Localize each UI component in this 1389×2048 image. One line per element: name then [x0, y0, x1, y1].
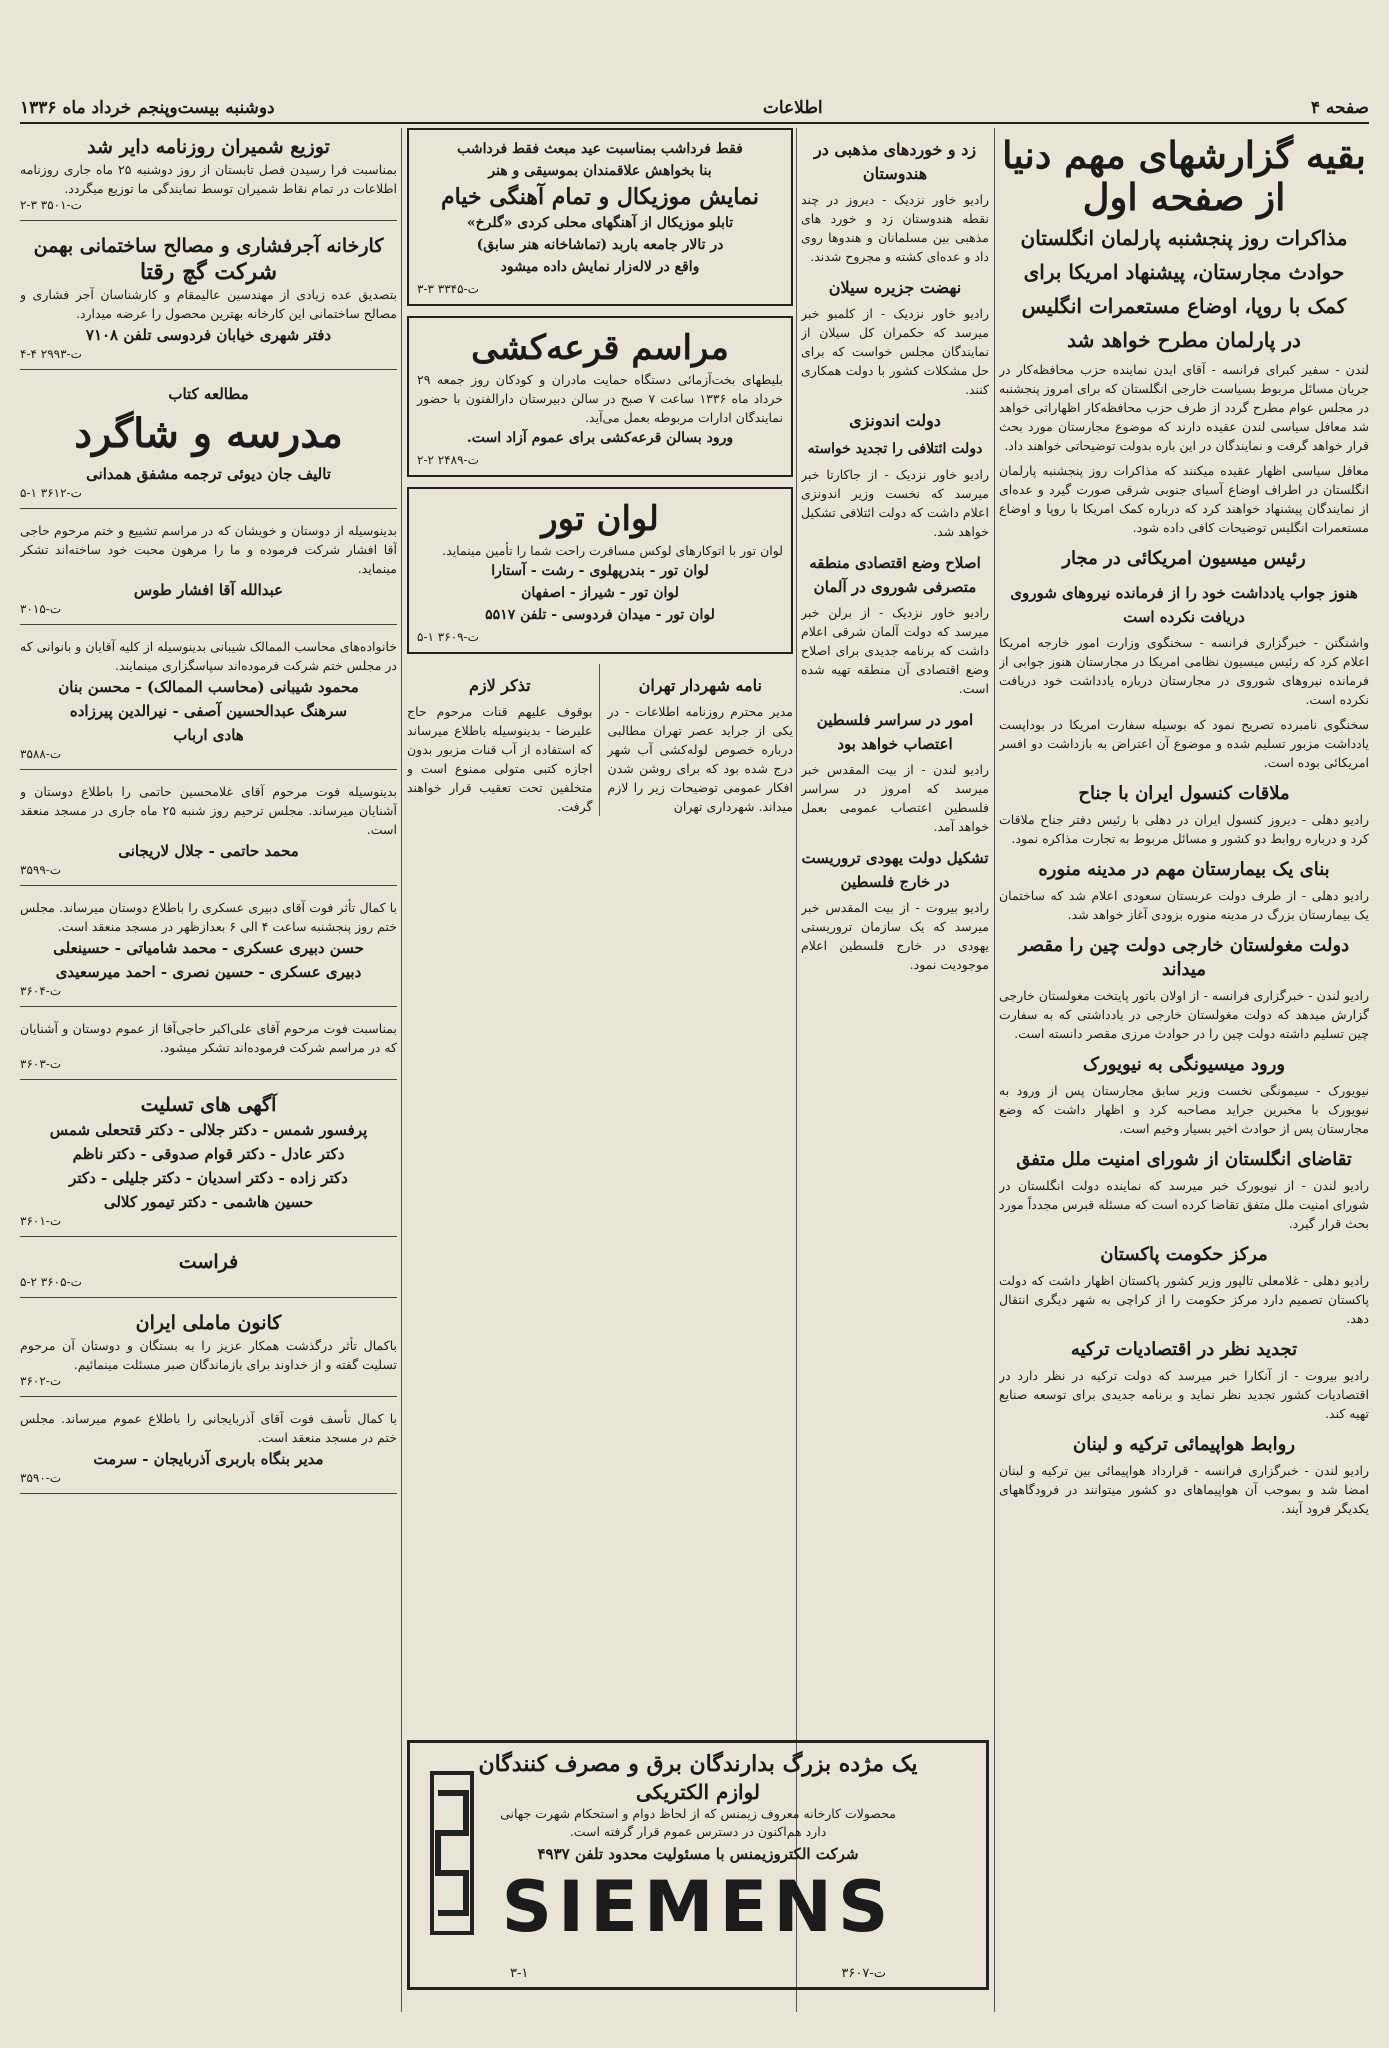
notice-names: هادی ارباب	[173, 726, 244, 744]
ad-line: فقط فرداشب بمناسبت عید مبعث فقط فرداشب	[457, 141, 743, 157]
date-line: دوشنبه بیست‌وپنجم خرداد ماه ۱۳۳۶	[20, 98, 275, 118]
article-heading: مرکز حکومت پاکستان	[1100, 1244, 1268, 1265]
ad-text: بلیطهای بخت‌آزمائی دستگاه حمایت مادران و کودکان روز جمعه ۲۹ خرداد ماه ۱۳۳۶ ساعت ۷ صبح در سالن دبیرستان دارالفنون با حضور نمایندگان ادارات مربوطه بعمل می‌آید.	[417, 372, 783, 425]
notice-text: با کمال تأثر فوت آقای دبیری عسکری را باطلاع دوستان میرساند. مجلس ختم روز پنجشنبه ساعت ۴ الی ۶ بعدازظهر در مسجد منعقد است.	[20, 900, 397, 934]
paper-name: اطلاعات	[762, 98, 823, 118]
ad-company: شرکت الکتروزیمنس با مسئولیت محدود تلفن ۴۹۳۷	[537, 1845, 859, 1863]
article-heading: دولت اندونزی	[849, 411, 941, 430]
notice-names: پرفسور شمس - دکتر جلالی - دکتر قتحعلی شمس	[49, 1121, 368, 1139]
notice-text: باکمال تأثر درگذشت همکار عزیز را به بستگان و دوستان آن مرحوم تسلیت گفته و از خداوند برای بازماندگان صبر مسئلت مینمائیم.	[20, 1338, 397, 1372]
ad-ref: ت-۳۶۰۷	[841, 1966, 886, 1981]
notice-block	[20, 128, 397, 221]
notice-ref: ت-۳۶۰۴	[20, 984, 62, 998]
banner-headline: بقیه گزارشهای مهم دنیا از صفحه اول	[1002, 133, 1366, 219]
notice-names: حسین هاشمی - دکتر تیمور کلالی	[103, 1193, 314, 1211]
notice-signature: مدیر بنگاه باربری آذربایجان - سرمت	[93, 1450, 324, 1468]
notice-title: کانون ماملی ایران	[135, 1312, 282, 1334]
siemens-logo-icon	[424, 1763, 480, 1943]
notice-block	[20, 1403, 397, 1494]
world-news-column	[999, 128, 1369, 2012]
music-show-ad	[407, 128, 793, 306]
notice-text: بمناسبت فوت مرحوم آقای علی‌اکبر حاجی‌آقا از عموم دوستان و آشنایان که در مراسم شرکت فرموده‌اند تشکر میشود.	[20, 1021, 397, 1055]
ad-line: تابلو موزیکال از آهنگهای محلی کردی «گلرخ»	[466, 215, 734, 231]
notice-signature: عبدالله آقا افشار طوس	[133, 581, 284, 599]
notice-text: بمناسبت فرا رسیدن فصل تابستان از روز دوشنبه ۲۵ ماه جاری روزنامه اطلاعات در تمام نقاط شمیران توسط نمایندگی ما توزیع میگردد.	[20, 162, 397, 196]
article-heading: زد و خوردهای مذهبی در هندوستان	[813, 140, 977, 183]
ad-subheadline: لوازم الکتریکی	[635, 1780, 761, 1804]
article-heading: روابط هواپیمائی ترکیه و لبنان	[1072, 1434, 1296, 1455]
notice-text: بدینوسیله از دوستان و خویشان که در مراسم تشییع و ختم مرحوم حاجی آقا افشار شرکت فرموده و ما را مرهون محبت خود ساخته‌اند تشکر مینماید.	[20, 523, 397, 576]
ad-line: در تالار جامعه باربد (تماشاخانه هنر سابق)	[476, 237, 724, 253]
notice-block	[20, 892, 397, 1007]
notice-names: دکتر زاده - دکتر اسدیان - دکتر جلیلی - دکتر	[69, 1169, 348, 1187]
article-paragraph: رادیو خاور نزدیک - از کلمبو خبر میرسد که حکمران کل سیلان از نمایندگان مجلس خواست که برای حل مشکلات کشور با دولت همکاری کنند.	[801, 306, 989, 397]
article-heading: نامه شهردار تهران	[638, 676, 762, 695]
notice-ref: ت-۳۶۰۲	[20, 1374, 62, 1388]
article-paragraph: رادیو دهلی - غلامعلی تالپور وزیر کشور پاکستان اظهار داشت که دولت پاکستان تصمیم دارد مرکز حکومت را از کراچی به شهر دیگری انتقال دهد.	[999, 1273, 1369, 1326]
article-paragraph: رادیو لندن - خبرگزاری فرانسه - از اولان باتور پایتخت مغولستان خارجی گزارش میدهد که دولت مغولستان خارجی در یادداشتی که به سفارت چین تسلیم داشته دولت چین را در حوادث مرزی مقصر دانسته است.	[999, 988, 1369, 1041]
notice-ref: ت-۳۵۹۹	[20, 863, 62, 877]
article-heading: تقاضای انگلستان از شورای امنیت ملل متفق	[1016, 1149, 1352, 1170]
notice-title: آگهی های تسلیت	[140, 1094, 277, 1116]
notice-ref: ۲-۳ ت-۳۵۰۱	[20, 198, 82, 212]
article-subheading: هنوز جواب یادداشت خود را از فرمانده نیروهای شوروی دریافت نکرده است	[1010, 584, 1358, 626]
ad-line: لوان تور - بندرپهلوی - رشت - آستارا	[491, 563, 709, 579]
article-paragraph: رادیو خاور نزدیک - از برلن خبر میرسد که دولت آلمان شرقی اعلام داشت که برنامه جدیدی برای اصلاح وضع اقتصادی آن منطقه تهیه شده است.	[801, 605, 989, 696]
notice-block	[20, 1013, 397, 1080]
article-subheading: دولت ائتلافی را تجدید خواسته	[807, 441, 983, 457]
column-rule	[994, 128, 995, 2012]
article-paragraph: سخنگوی نامبرده تصریح نمود که بوسیله سفارت امریکا در بوداپست یادداشت مزبور تسلیم شده و موضوع آن اعتراض به بازداشت دو افسر امریکائی بوده است.	[999, 717, 1369, 770]
bus-company-ad	[407, 487, 793, 654]
article-heading: تشکیل دولت یهودی تروریست در خارج فلسطین	[801, 849, 989, 891]
article-paragraph: رادیو لندن - از بیت المقدس خبر میرسد که امروز در سراسر فلسطین اعتصاب عمومی بعمل خواهد آمد.	[801, 762, 989, 834]
ad-line: ورود بسالن قرعه‌کشی برای عموم آزاد است.	[466, 430, 734, 446]
short-news-column	[801, 128, 989, 2012]
notice-text: با کمال تأسف فوت آقای آذربایجانی را باطلاع عموم میرساند. مجلس ختم در مسجد منعقد است.	[20, 1411, 397, 1445]
ad-headline: نمایش موزیکال و تمام آهنگی خیام	[441, 184, 759, 210]
article-paragraph: مدیر محترم روزنامه اطلاعات - در یکی از جراید عصر تهران مطالبی درباره خصوص لوله‌کشی آب شهر درج شده بود که برای روشن شدن افکار عمومی توضیحات زیر را لازم میداند. شهرداری تهران	[607, 704, 793, 814]
ad-text: محصولات کارخانه معروف زیمنس که از لحاظ دوام و استحکام شهرت جهانی دارد هم‌اکنون در دسترس عموم قرار گرفته است.	[500, 1806, 896, 1839]
ad-line: واقع در لاله‌زار نمایش داده میشود	[500, 259, 700, 275]
ad-ref: ۳-۳ ت-۳۳۴۵	[417, 282, 479, 296]
notice-ref: ت-۳۶۰۳	[20, 1057, 62, 1071]
notice-block	[20, 631, 397, 770]
article-paragraph: واشنگتن - خبرگزاری فرانسه - سخنگوی وزارت امور خارجه امریکا اعلام کرد که رئیس میسیون نظامی امریکا در مجارستان هنوز جوابی از فرمانده نیروهای شوروی در مجارستان درباره یادداشت خود دریافت نکرده است.	[999, 635, 1369, 707]
article-paragraph: رادیو بیروت - از آنکارا خبر میرسد که دولت ترکیه در نظر دارد در اقتصادیات کشور تجدید نظر نماید و برنامه جدیدی برای توسعه صنایع تهیه کند.	[999, 1368, 1369, 1421]
article-heading: امور در سراسر فلسطین اعتصاب خواهد بود	[816, 711, 974, 753]
column-rule	[401, 128, 402, 2012]
subheadline: کمک با روپا، اوضاع مستعمرات انگلیس	[1021, 294, 1347, 318]
notice-title: توزیع شمیران روزنامه دایر شد	[87, 136, 330, 158]
notice-ref: ت-۳۶۰۱	[20, 1214, 62, 1228]
article-paragraph: نیویورک - سیمونگی نخست وزیر سابق مجارستان پس از ورود به نیویورک با مخبرین جراید مصاحبه کرد و اظهار داشت که وضع مجارستان پس از حوادث اخیر بسیار وخیم است.	[999, 1083, 1369, 1136]
ad-line: لوان تور - میدان فردوسی - تلفن ۵۵۱۷	[485, 607, 715, 623]
notice-names: دکتر عادل - دکتر قوام صدوقی - دکتر ناظم	[72, 1145, 345, 1163]
book-author: تالیف جان دیوئی ترجمه مشفق همدانی	[86, 465, 331, 483]
article-heading: نهضت جزیره سیلان	[828, 278, 962, 297]
article-paragraph: رادیو خاور نزدیک - از جاکارتا خبر میرسد که نخست وزیر اندونزی اعلام داشت که دولت ائتلافی تشکیل خواهد شد.	[801, 467, 989, 539]
notice-names: دبیری عسکری - حسین نصری - احمد میرسعیدی	[55, 963, 362, 981]
article-paragraph: رادیو دهلی - از طرف دولت عربستان سعودی اعلام شد که ساختمان یک بیمارستان بزرگ در مدینه منوره بزودی آغاز خواهد شد.	[999, 888, 1369, 922]
qanat-notice	[407, 664, 600, 816]
notices-column	[20, 128, 397, 2012]
notice-block	[20, 227, 397, 370]
article-paragraph: بوقوف علیهم قنات مرحوم حاج علیرضا - بدینوسیله باطلاع میرساند که استفاده از آب قنات مزبور بدون اجازه کتبی متولی ممنوع است و متخلفین تحت تعقیب قرار خواهند گرفت.	[407, 704, 593, 814]
article-paragraph: رادیو لندن - خبرگزاری فرانسه - قرارداد هواپیمائی بین ترکیه و لبنان امضا شد و بموجب آن هواپیماهای دو کشور میتوانند در فرودگاههای یکدیگر فرود آیند.	[999, 1463, 1369, 1516]
article-heading: ورود میسیونگی به نیویورک	[1082, 1054, 1286, 1075]
notice-block	[20, 1304, 397, 1397]
ads-column	[407, 128, 793, 1728]
subheadline: حوادث مجارستان، پیشنهاد امریکا برای	[1023, 260, 1345, 284]
notice-title: کارخانه آجرفشاری و مصالح ساختمانی بهمن	[33, 235, 384, 257]
ad-line: بنا بخواهش علاقمندان بموسیقی و هنر	[488, 163, 712, 179]
subheadline: مذاکرات روز پنجشنبه پارلمان انگلستان	[1020, 226, 1348, 250]
notice-address: دفتر شهری خیابان فردوسی تلفن ۷۱۰۸	[85, 326, 332, 344]
book-title: مدرسه و شاگرد	[74, 410, 343, 457]
brand-wordmark: SIEMENS	[501, 1866, 895, 1948]
notices-row	[407, 664, 793, 816]
ad-headline: لوان تور	[541, 499, 659, 539]
article-heading: بنای یک بیمارستان مهم در مدینه منوره	[1038, 859, 1330, 880]
page-label: صفحه ۴	[1310, 98, 1369, 118]
notice-text: بتصدیق عده زیادی از مهندسین عالیمقام و کارشناسان آجر فشاری و مصالح ساختمانی این کارخانه بهترین محصول را عرضه میدارد.	[20, 287, 397, 321]
notice-text: بدینوسیله فوت مرحوم آقای غلامحسین حاتمی را باطلاع دوستان و آشنایان میرساند. مجلس ترحیم روز شنبه ۲۵ ماه جاری در مسجد منعقد است.	[20, 784, 397, 837]
notice-block	[20, 776, 397, 886]
notice-label: مطالعه کتاب	[168, 385, 249, 403]
ad-ref: ۵-۱ ت-۳۶۰۹	[417, 630, 479, 644]
notice-ref: ۵-۲ ت-۳۶۰۵	[20, 1275, 82, 1289]
article-heading: دولت مغولستان خارجی دولت چین را مقصر میداند	[1018, 935, 1350, 980]
notice-names: سرهنگ عبدالحسین آصفی - نیرالدین پیرزاده	[69, 702, 348, 720]
notice-block	[20, 376, 397, 509]
lottery-ad	[407, 316, 793, 477]
article-paragraph: لندن - سفیر کبرای فرانسه - آقای ایدن نماینده حزب محافظه‌کار در جریان مسائل مربوط بسیاست خارجی انگلستان که برای امروز پنجشنبه در مجلس عوام مطرح گردد از طرف حزب محافظه‌کار اظهاراتی خواهد شد معافل سیاسی لندن عقیده دارند که موضوع مجارستان مورد بحث قرار خواهد گرفت و نمایندگان در این باره بدولت توضیحاتی خواهند داد.	[999, 362, 1369, 453]
notice-names: محمد حاتمی - جلال لاریجانی	[118, 842, 299, 860]
article-heading: اصلاح وضع اقتصادی منطقه متصرفی شوروی در آلمان	[809, 554, 981, 596]
article-heading: تجدید نظر در اقتصادیات ترکیه	[1070, 1339, 1298, 1360]
notice-ref: ت-۳۰۱۵	[20, 602, 62, 616]
ad-headline: مراسم قرعه‌کشی	[471, 328, 729, 368]
mayor-letter	[608, 664, 794, 816]
ad-line: لوان تور - شیراز - اصفهان	[521, 585, 679, 601]
notice-ref: ۵-۱ ت-۳۶۱۲	[20, 486, 82, 500]
notice-title: فراست	[178, 1251, 239, 1273]
ad-headline: یک مژده بزرگ بدارندگان برق و مصرف کنندگان	[478, 1751, 918, 1777]
notice-ref: ت-۳۵۹۰	[20, 1471, 62, 1485]
ad-text: لوان تور با اتوکارهای لوکس مسافرت راحت شما را تأمین مینماید.	[442, 543, 783, 558]
masthead	[20, 88, 1369, 124]
notice-ref: ت-۳۵۸۸	[20, 747, 62, 761]
notice-text: خانواده‌های محاسب الممالک شیبانی بدینوسیله از کلیه آقایان و بانوانی که در مجلس ختم شرکت فرموده‌اند سپاسگزاری مینمایند.	[20, 639, 397, 673]
notice-ref: ۴-۴ ت-۲۹۹۳	[20, 347, 82, 361]
notice-block	[20, 515, 397, 625]
column-rule	[796, 128, 797, 2012]
article-heading: رئیس میسیون امریکائی در مجار	[1062, 548, 1306, 569]
siemens-ad	[407, 1740, 989, 1990]
article-paragraph: معافل سیاسی اظهار عقیده میکنند که مذاکرات روز پنجشنبه پارلمان انگلستان در اطراف اوضاع آسیای جنوبی شرقی صورت گیرد و عده‌ای از نمایندگان پیشنهاد خواهند کرد که درباره کمک امریکا با روپا و اوضاع مستعمرات انگلیس توضیحات کافی داده شود.	[999, 463, 1369, 535]
article-paragraph: رادیو خاور نزدیک - دیروز در چند نقطه هندوستان زد و خورد های مذهبی بین مسلمانان و هندوها روی داد و عده‌ای کشته و مجروح شدند.	[801, 192, 989, 264]
ad-ref: ۳-۱	[510, 1966, 529, 1981]
ad-ref: ۲-۲ ت-۲۴۸۹	[417, 453, 479, 467]
notice-block	[20, 1086, 397, 1237]
notice-title: شرکت گچ رقتا	[139, 259, 278, 285]
notice-names: محمود شیبانی (محاسب الممالک) - محسن بنان	[58, 678, 359, 696]
subheadline: در پارلمان مطرح خواهد شد	[1067, 328, 1301, 352]
notice-block	[20, 1243, 397, 1298]
article-paragraph: رادیو دهلی - دیروز کنسول ایران در دهلی با رئیس دفتر جناح ملاقات کرد و درباره روابط دو کشور و مسائل مربوط به تجارت مذاکره نمود.	[999, 812, 1369, 846]
article-paragraph: رادیو لندن - از نیویورک خبر میرسد که نماینده دولت انگلستان در شورای امنیت ملل متفق تقاضا کرده است که مسئله قبرس مجدداً مورد بحث قرار گیرد.	[999, 1178, 1369, 1231]
notice-names: حسن دبیری عسکری - محمد شامیاتی - حسینعلی	[53, 939, 364, 957]
article-heading: تذکر لازم	[468, 676, 531, 695]
article-heading: ملاقات کنسول ایران با جناح	[1078, 783, 1290, 804]
article-paragraph: رادیو بیروت - از بیت المقدس خبر میرسد که یک سازمان تروریستی یهودی در خارج فلسطین اعلام موجودیت نمود.	[801, 900, 989, 972]
